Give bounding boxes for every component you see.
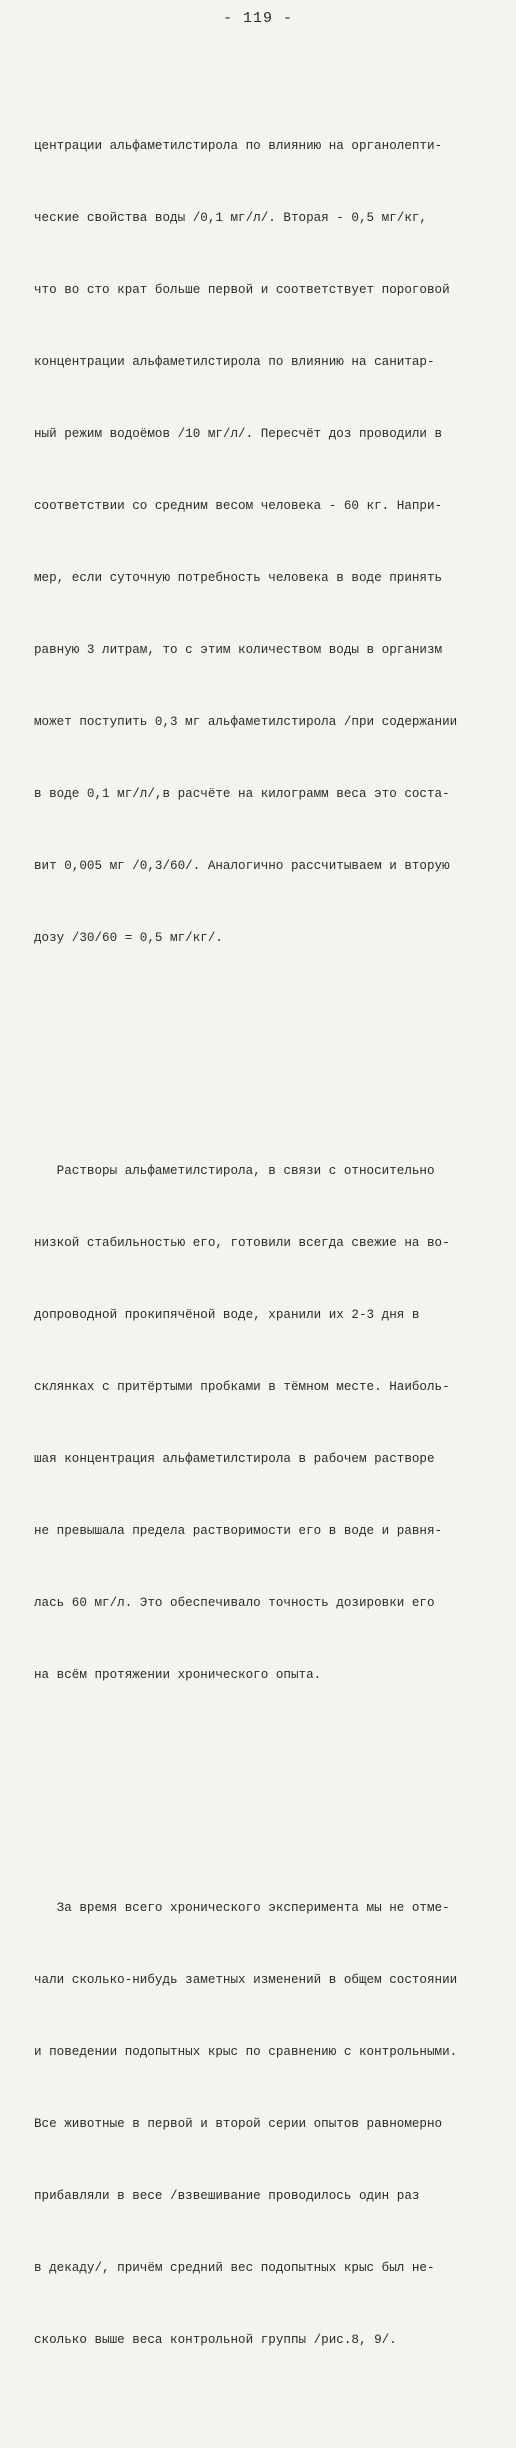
text-line: чали сколько-нибудь заметных изменений в общем состоянии [34,1973,458,1987]
paragraph-2 [34,1111,484,1735]
text-line: в декаду/, причём средний вес подопытных крыс был не- [34,2261,435,2275]
text-line: и поведении подопытных крыс по сравнению с контрольными. [34,2045,458,2059]
text-line: За время всего хронического эксперимента мы не отме- [34,1901,450,1915]
text-line: Растворы альфаметилстирола, в связи с относительно [34,1164,435,1178]
text-line: на всём протяжении хронического опыта. [34,1668,322,1682]
text-line: центрации альфаметилстирола по влиянию на органолепти- [34,139,443,153]
page-number: - 119 - [222,10,293,27]
text-line: сколько выше веса контрольной группы /рис.8, 9/. [34,2333,397,2347]
text-line: может поступить 0,3 мг альфаметилстирола /при содержании [34,715,458,729]
text-line: склянках с притёртыми пробками в тёмном месте. Наиболь- [34,1380,450,1394]
text-line: вит 0,005 мг /0,3/60/. Аналогично рассчитываем и вторую [34,859,450,873]
text-line: Все животные в первой и второй серии опытов равномерно [34,2117,443,2131]
text-line: лась 60 мг/л. Это обеспечивало точность дозировки его [34,1596,435,1610]
text-line: в воде 0,1 мг/л/,в расчёте на килограмм веса это соста- [34,787,450,801]
text-line: допроводной прокипячёной воде, хранили их 2-3 дня в [34,1308,420,1322]
text-line: ный режим водоёмов /10 мг/л/. Пересчёт доз проводили в [34,427,443,441]
paragraph-3 [34,1848,484,2400]
text-line: шая концентрация альфаметилстирола в рабочем растворе [34,1452,435,1466]
text-line: мер, если суточную потребность человека в воде принять [34,571,443,585]
text-line: не превышала предела растворимости его в воде и равня- [34,1524,443,1538]
paragraph-gap [34,1046,484,1063]
text-line: соответствии со средним весом человека - 60 кг. Напри- [34,499,443,513]
text-line: ческие свойства воды /0,1 мг/л/. Вторая - 0,5 мг/кг, [34,211,427,225]
text-line: концентрации альфаметилстирола по влиянию на санитар- [34,355,435,369]
text-line: дозу /30/60 = 0,5 мг/кг/. [34,931,223,945]
text-line: что во сто крат больше первой и соответствует пороговой [34,283,450,297]
paragraph-gap [34,1783,484,1800]
body-text [34,38,484,2448]
text-line: равную 3 литрам, то с этим количеством воды в организм [34,643,443,657]
text-line: прибавляли в весе /взвешивание проводилось один раз [34,2189,420,2203]
text-line: низкой стабильностью его, готовили всегда свежие на во- [34,1236,450,1250]
paragraph-1 [34,86,484,998]
